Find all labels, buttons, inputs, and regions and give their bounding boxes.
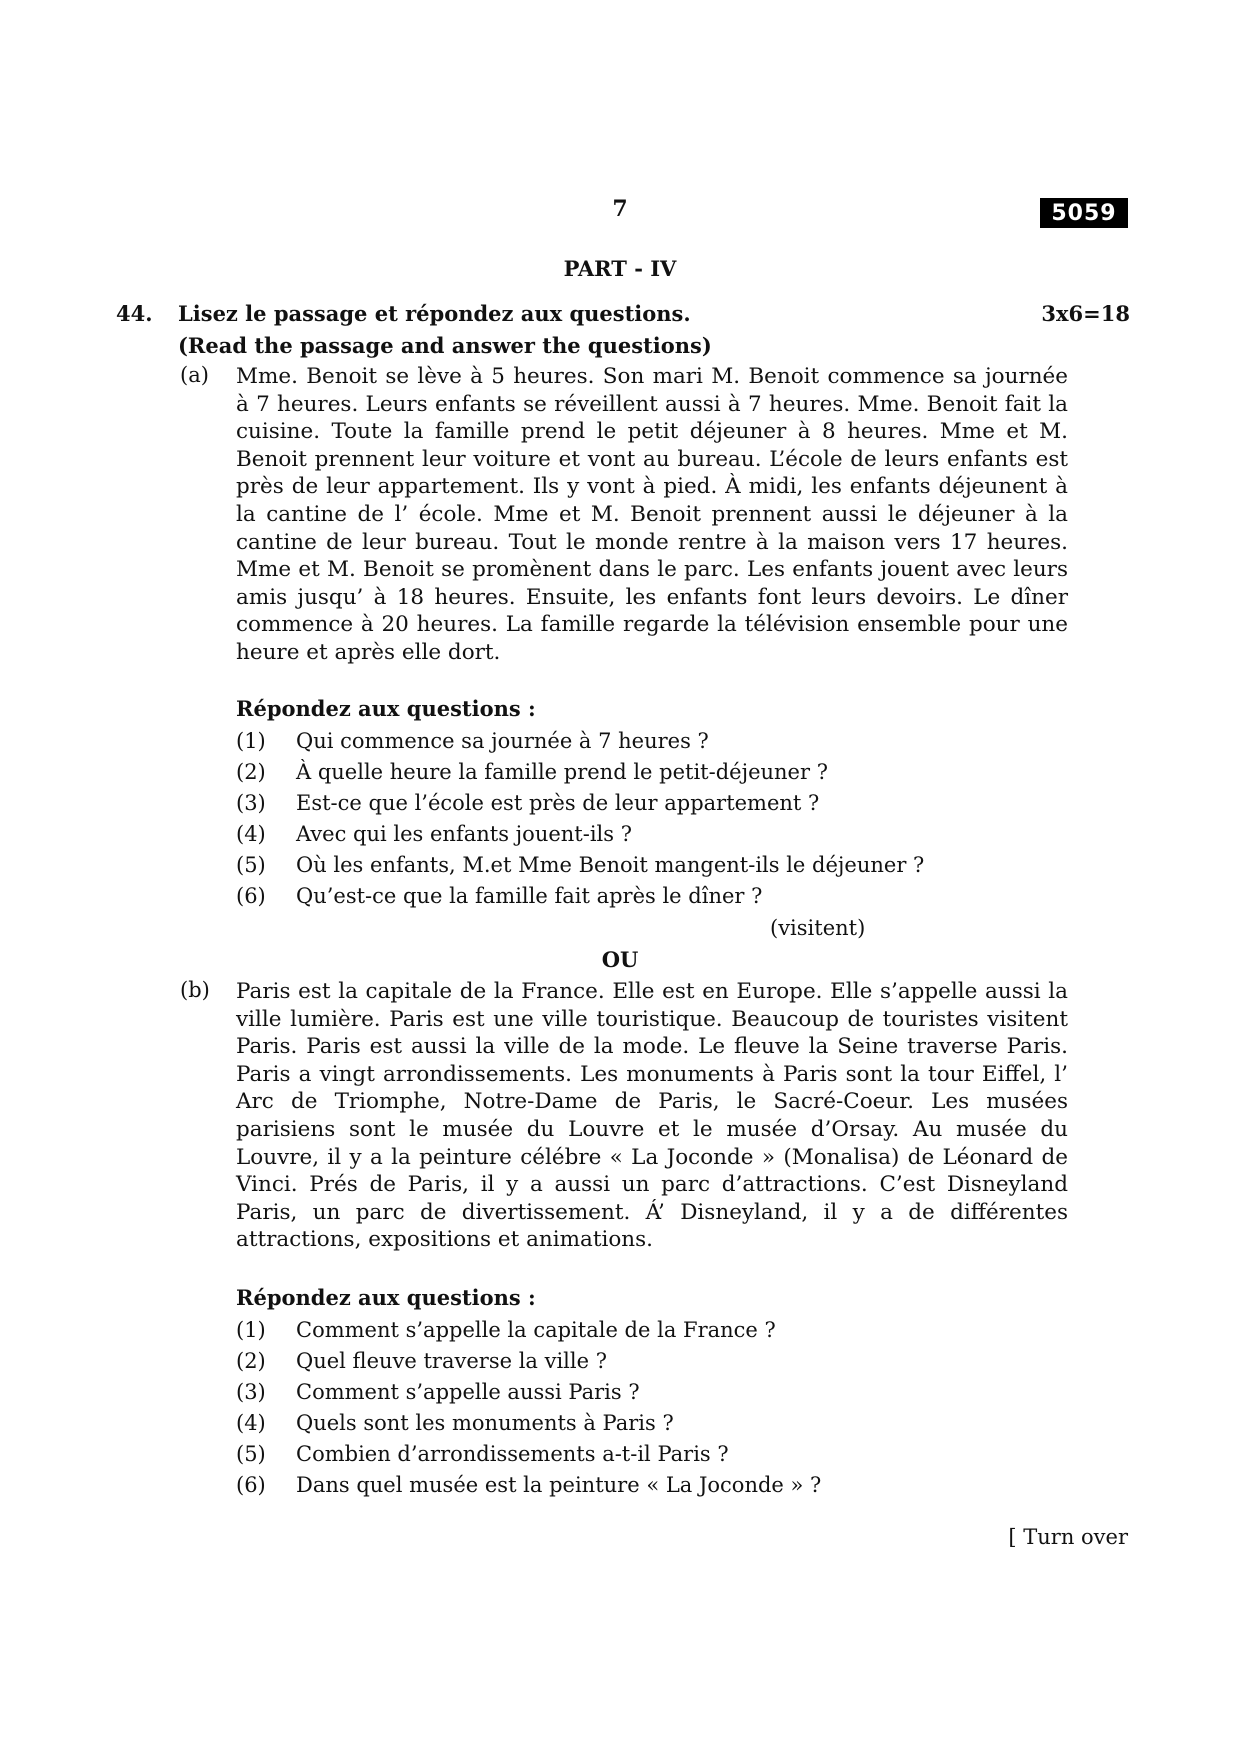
list-item — [236, 1346, 1096, 1377]
paper-code-badge: 5059 — [1040, 198, 1128, 228]
question-item-number: (2) — [236, 760, 266, 784]
question-item-number: (5) — [236, 853, 266, 877]
list-item — [236, 788, 1096, 819]
question-item-text: À quelle heure la famille prend le petit-déjeuner ? — [296, 760, 828, 784]
question-item-number: (6) — [236, 1473, 266, 1497]
section-a-hint: (visitent) — [770, 916, 866, 940]
question-item-number: (4) — [236, 1411, 266, 1435]
question-item-number: (3) — [236, 1380, 266, 1404]
section-a-passage: Mme. Benoit se lève à 5 heures. Son mari M. Benoit commence sa journée à 7 heures. Leurs enfants se réveillent aussi à 7 heures. Mme. Benoit fait la cuisine. Toute la famille prend le petit déjeuner à 8 heures. Mme et M. Benoit prennent leur voiture et vont au bureau. L’école de leurs enfants est près de leur appartement. Ils y vont à pied. À midi, les enfants déjeunent à la cantine de l’ école. Mme et M. Benoit prennent aussi le déjeuner à la cantine de leur bureau. Tout le monde rentre à la maison vers 17 heures. Mme et M. Benoit se promènent dans le parc. Les enfants jouent avec leurs amis jusqu’ à 18 heures. Ensuite, les enfants font leurs devoirs. Le dîner commence à 20 heures. La famille regarde la télévision ensemble pour une heure et après elle dort. — [236, 364, 1068, 665]
section-b-question-list — [236, 1315, 1096, 1501]
question-item-text: Quel fleuve traverse la ville ? — [296, 1349, 607, 1373]
part-title: PART - IV — [563, 256, 677, 281]
question-subtitle: (Read the passage and answer the questions) — [178, 333, 712, 358]
section-b-label: (b) — [180, 978, 210, 1002]
list-item — [236, 1377, 1096, 1408]
list-item — [236, 1470, 1096, 1501]
question-item-number: (1) — [236, 1318, 266, 1342]
question-item-number: (4) — [236, 822, 266, 846]
question-item-text: Où les enfants, M.et Mme Benoit mangent-ils le déjeuner ? — [296, 853, 925, 877]
question-item-text: Dans quel musée est la peinture « La Joconde » ? — [296, 1473, 822, 1497]
question-item-text: Quels sont les monuments à Paris ? — [296, 1411, 674, 1435]
question-title: Lisez le passage et répondez aux questions. — [178, 301, 691, 326]
list-item — [236, 1439, 1096, 1470]
question-item-text: Avec qui les enfants jouent-ils ? — [296, 822, 632, 846]
question-item-text: Combien d’arrondissements a-t-il Paris ? — [296, 1442, 729, 1466]
list-item — [236, 726, 1096, 757]
question-number: 44. — [116, 301, 153, 326]
list-item — [236, 757, 1096, 788]
page-number: 7 — [612, 196, 628, 222]
question-item-text: Comment s’appelle la capitale de la France ? — [296, 1318, 776, 1342]
question-item-number: (3) — [236, 791, 266, 815]
list-item — [236, 819, 1096, 850]
section-b-answer-heading: Répondez aux questions : — [236, 1285, 536, 1310]
question-item-text: Est-ce que l’école est près de leur appartement ? — [296, 791, 820, 815]
turn-over-note: [ Turn over — [1008, 1525, 1128, 1549]
section-a-label: (a) — [180, 363, 209, 387]
question-item-text: Qui commence sa journée à 7 heures ? — [296, 729, 709, 753]
question-item-number: (1) — [236, 729, 266, 753]
section-a-answer-heading: Répondez aux questions : — [236, 696, 536, 721]
list-item — [236, 881, 1096, 912]
or-separator: OU — [601, 947, 639, 972]
question-item-number: (6) — [236, 884, 266, 908]
question-marks: 3x6=18 — [1041, 301, 1130, 326]
list-item — [236, 1315, 1096, 1346]
section-b-passage: Paris est la capitale de la France. Elle est en Europe. Elle s’appelle aussi la ville lumière. Paris est une ville touristique. Beaucoup de touristes visitent Paris. Paris est aussi la ville de la mode. Le fleuve la Seine traverse Paris. Paris a vingt arrondissements. Les monuments à Paris sont la tour Eiffel, l’ Arc de Triomphe, Notre-Dame de Paris, le Sacré-Coeur. Les musées parisiens sont le musée du Louvre et le musée d’Orsay. Au musée du Louvre, il y a la peinture célébre « La Joconde » (Monalisa) de Léonard de Vinci. Prés de Paris, il y a aussi un parc d’attractions. C’est Disneyland Paris, un parc de divertissement. Á’ Disneyland, il y a de différentes attractions, expositions et animations. — [236, 979, 1068, 1253]
question-item-text: Qu’est-ce que la famille fait après le dîner ? — [296, 884, 763, 908]
section-a-question-list — [236, 726, 1096, 912]
question-item-text: Comment s’appelle aussi Paris ? — [296, 1380, 640, 1404]
list-item — [236, 850, 1096, 881]
question-item-number: (2) — [236, 1349, 266, 1373]
question-item-number: (5) — [236, 1442, 266, 1466]
list-item — [236, 1408, 1096, 1439]
